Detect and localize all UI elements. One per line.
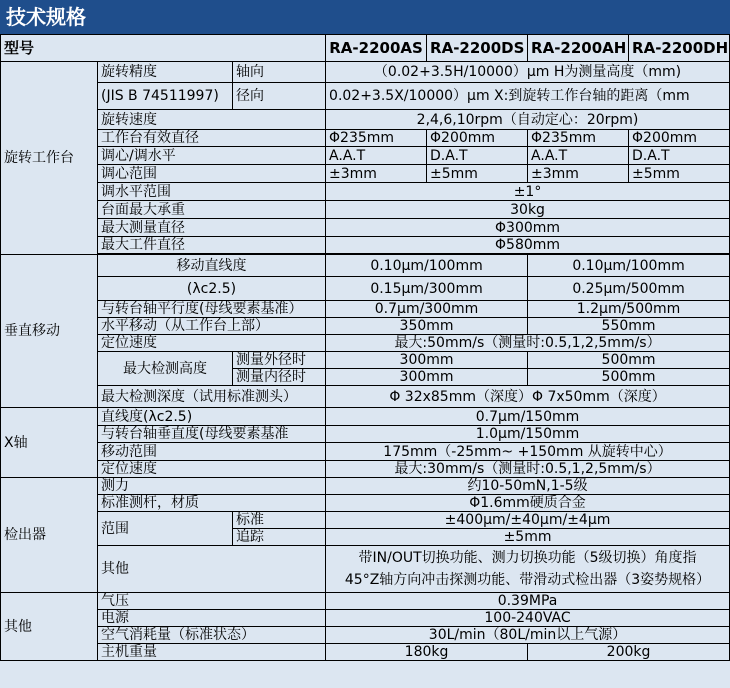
cell-value: Φ200mm [629,130,730,147]
cell-value: 最大:30mm/s（测量时:0.5,1,2,5mm/s） [326,461,730,478]
row-label: 台面最大承重 [98,201,326,219]
row-label: 测力 [98,478,326,495]
cell-value: 0.10μm/100mm [528,255,730,277]
cell-value: 100-240VAC [326,610,730,627]
group-detector: 检出器 [1,478,98,593]
cell-value-multiline [326,546,730,593]
model-name: RA-2200DS [427,35,528,62]
cell-value: 约10-50mN,1-5级 [326,478,730,495]
cell-value: ±5mm [427,165,528,183]
cell-value: 300mm [326,352,528,369]
cell-value: D.A.T [629,147,730,165]
cell-value: 350mm [326,318,528,335]
cell-value: ±5mm [326,529,730,546]
row-label: 移动范围 [98,443,326,461]
cell-value: ±3mm [326,165,427,183]
row-label: 标准测杆，材质 [98,495,326,512]
cell-value: 0.7μm/150mm [326,408,730,426]
cell-value: 500mm [528,369,730,386]
cell-value: A.A.T [326,147,427,165]
cell-value: 0.7μm/300mm [326,301,528,318]
spec-table [0,34,730,661]
cell-value: 30L/min（80L/min以上气源） [326,627,730,644]
row-label: 气压 [98,593,326,610]
cell-value: Φ580mm [326,237,730,254]
cell-value: ±1° [326,183,730,201]
cell-value: （0.02+3.5H/10000）μm H为测量高度（mm) [326,62,730,83]
cell-value: 0.10μm/100mm [326,255,528,277]
row-label: 与转台轴平行度(母线要素基准） [98,301,326,318]
cell-value: 180kg [326,644,528,661]
group-vertical-movement: 垂直移动 [1,255,98,408]
detector-other-line2: 45°Z轴方向冲击探测功能、带滑动式检出器（3姿势规格） [344,572,711,588]
cell-value: Φ 32x85mm（深度）Φ 7x50mm（深度） [326,386,730,408]
row-sublabel: 轴向 [233,62,326,83]
row-label: 最大检测高度 [98,352,233,386]
cell-value: 0.15μm/300mm [326,277,528,301]
cell-value: 1.0μm/150mm [326,426,730,443]
cell-value: 300mm [326,369,528,386]
cell-value: ±3mm [528,165,629,183]
row-label: 最大工件直径 [98,237,326,254]
cell-value: Φ300mm [326,219,730,237]
row-label: 直线度(λc2.5) [98,408,326,426]
cell-value: Φ200mm [427,130,528,147]
row-label: 工作台有效直径 [98,130,326,147]
row-label: 定位速度 [98,461,326,478]
model-name: RA-2200AS [326,35,427,62]
group-others: 其他 [1,593,98,661]
cell-value: 200kg [528,644,730,661]
row-sublabel: 标准 [233,512,326,529]
cell-value: Φ235mm [528,130,629,147]
detector-other-line1: 带IN/OUT切换功能、测力切换功能（5级切换）角度指 [358,550,697,566]
cell-value: 175mm（-25mm~ +150mm 从旋转中心） [326,443,730,461]
row-label: 最大测量直径 [98,219,326,237]
cell-value: D.A.T [427,147,528,165]
row-label: (λc2.5) [98,277,326,301]
row-label: 最大检测深度（试用标准测头） [98,386,326,408]
cell-value: 最大:50mm/s（测量时:0.5,1,2,5mm/s） [326,335,730,352]
cell-value: 0.39MPa [326,593,730,610]
cell-value: 0.25μm/500mm [528,277,730,301]
cell-value: Φ235mm [326,130,427,147]
row-label: 空气消耗量（标准状态） [98,627,326,644]
group-x-axis: X轴 [1,408,98,478]
row-label: 旋转速度 [98,110,326,130]
row-label: 调心范围 [98,165,326,183]
row-label: 电源 [98,610,326,627]
cell-value: Φ1.6mm硬质合金 [326,495,730,512]
model-header-label: 型号 [1,35,326,62]
model-name: RA-2200AH [528,35,629,62]
row-label: 定位速度 [98,335,326,352]
cell-value: 30kg [326,201,730,219]
cell-value: ±400μm/±40μm/±4μm [326,512,730,529]
group-rotary-table: 旋转工作台 [1,62,98,255]
row-sublabel: 径向 [233,83,326,110]
row-label: 旋转精度 [98,62,233,83]
row-label: 其他 [98,546,326,593]
cell-value: 0.02+3.5X/10000）μm X:到旋转工作台轴的距离（mm [326,83,730,110]
cell-value: 550mm [528,318,730,335]
row-sublabel: 测量内径时 [233,369,326,386]
cell-value: 500mm [528,352,730,369]
cell-value: 2,4,6,10rpm（自动定心：20rpm) [326,110,730,130]
row-label: 与转台轴垂直度(母线要素基准 [98,426,326,443]
row-sublabel: 追踪 [233,529,326,546]
row-label: 调水平范围 [98,183,326,201]
row-sublabel: 测量外径时 [233,352,326,369]
row-label: 调心/调水平 [98,147,326,165]
row-label: 主机重量 [98,644,326,661]
cell-value: ±5mm [629,165,730,183]
row-label: (JIS B 74511997) [98,83,233,110]
row-label: 移动直线度 [98,255,326,277]
model-name: RA-2200DH [629,35,730,62]
row-label: 水平移动（从工作台上部） [98,318,326,335]
row-label: 范围 [98,512,233,546]
cell-value: 1.2μm/500mm [528,301,730,318]
page-title: 技术规格 [0,0,730,34]
cell-value: A.A.T [528,147,629,165]
